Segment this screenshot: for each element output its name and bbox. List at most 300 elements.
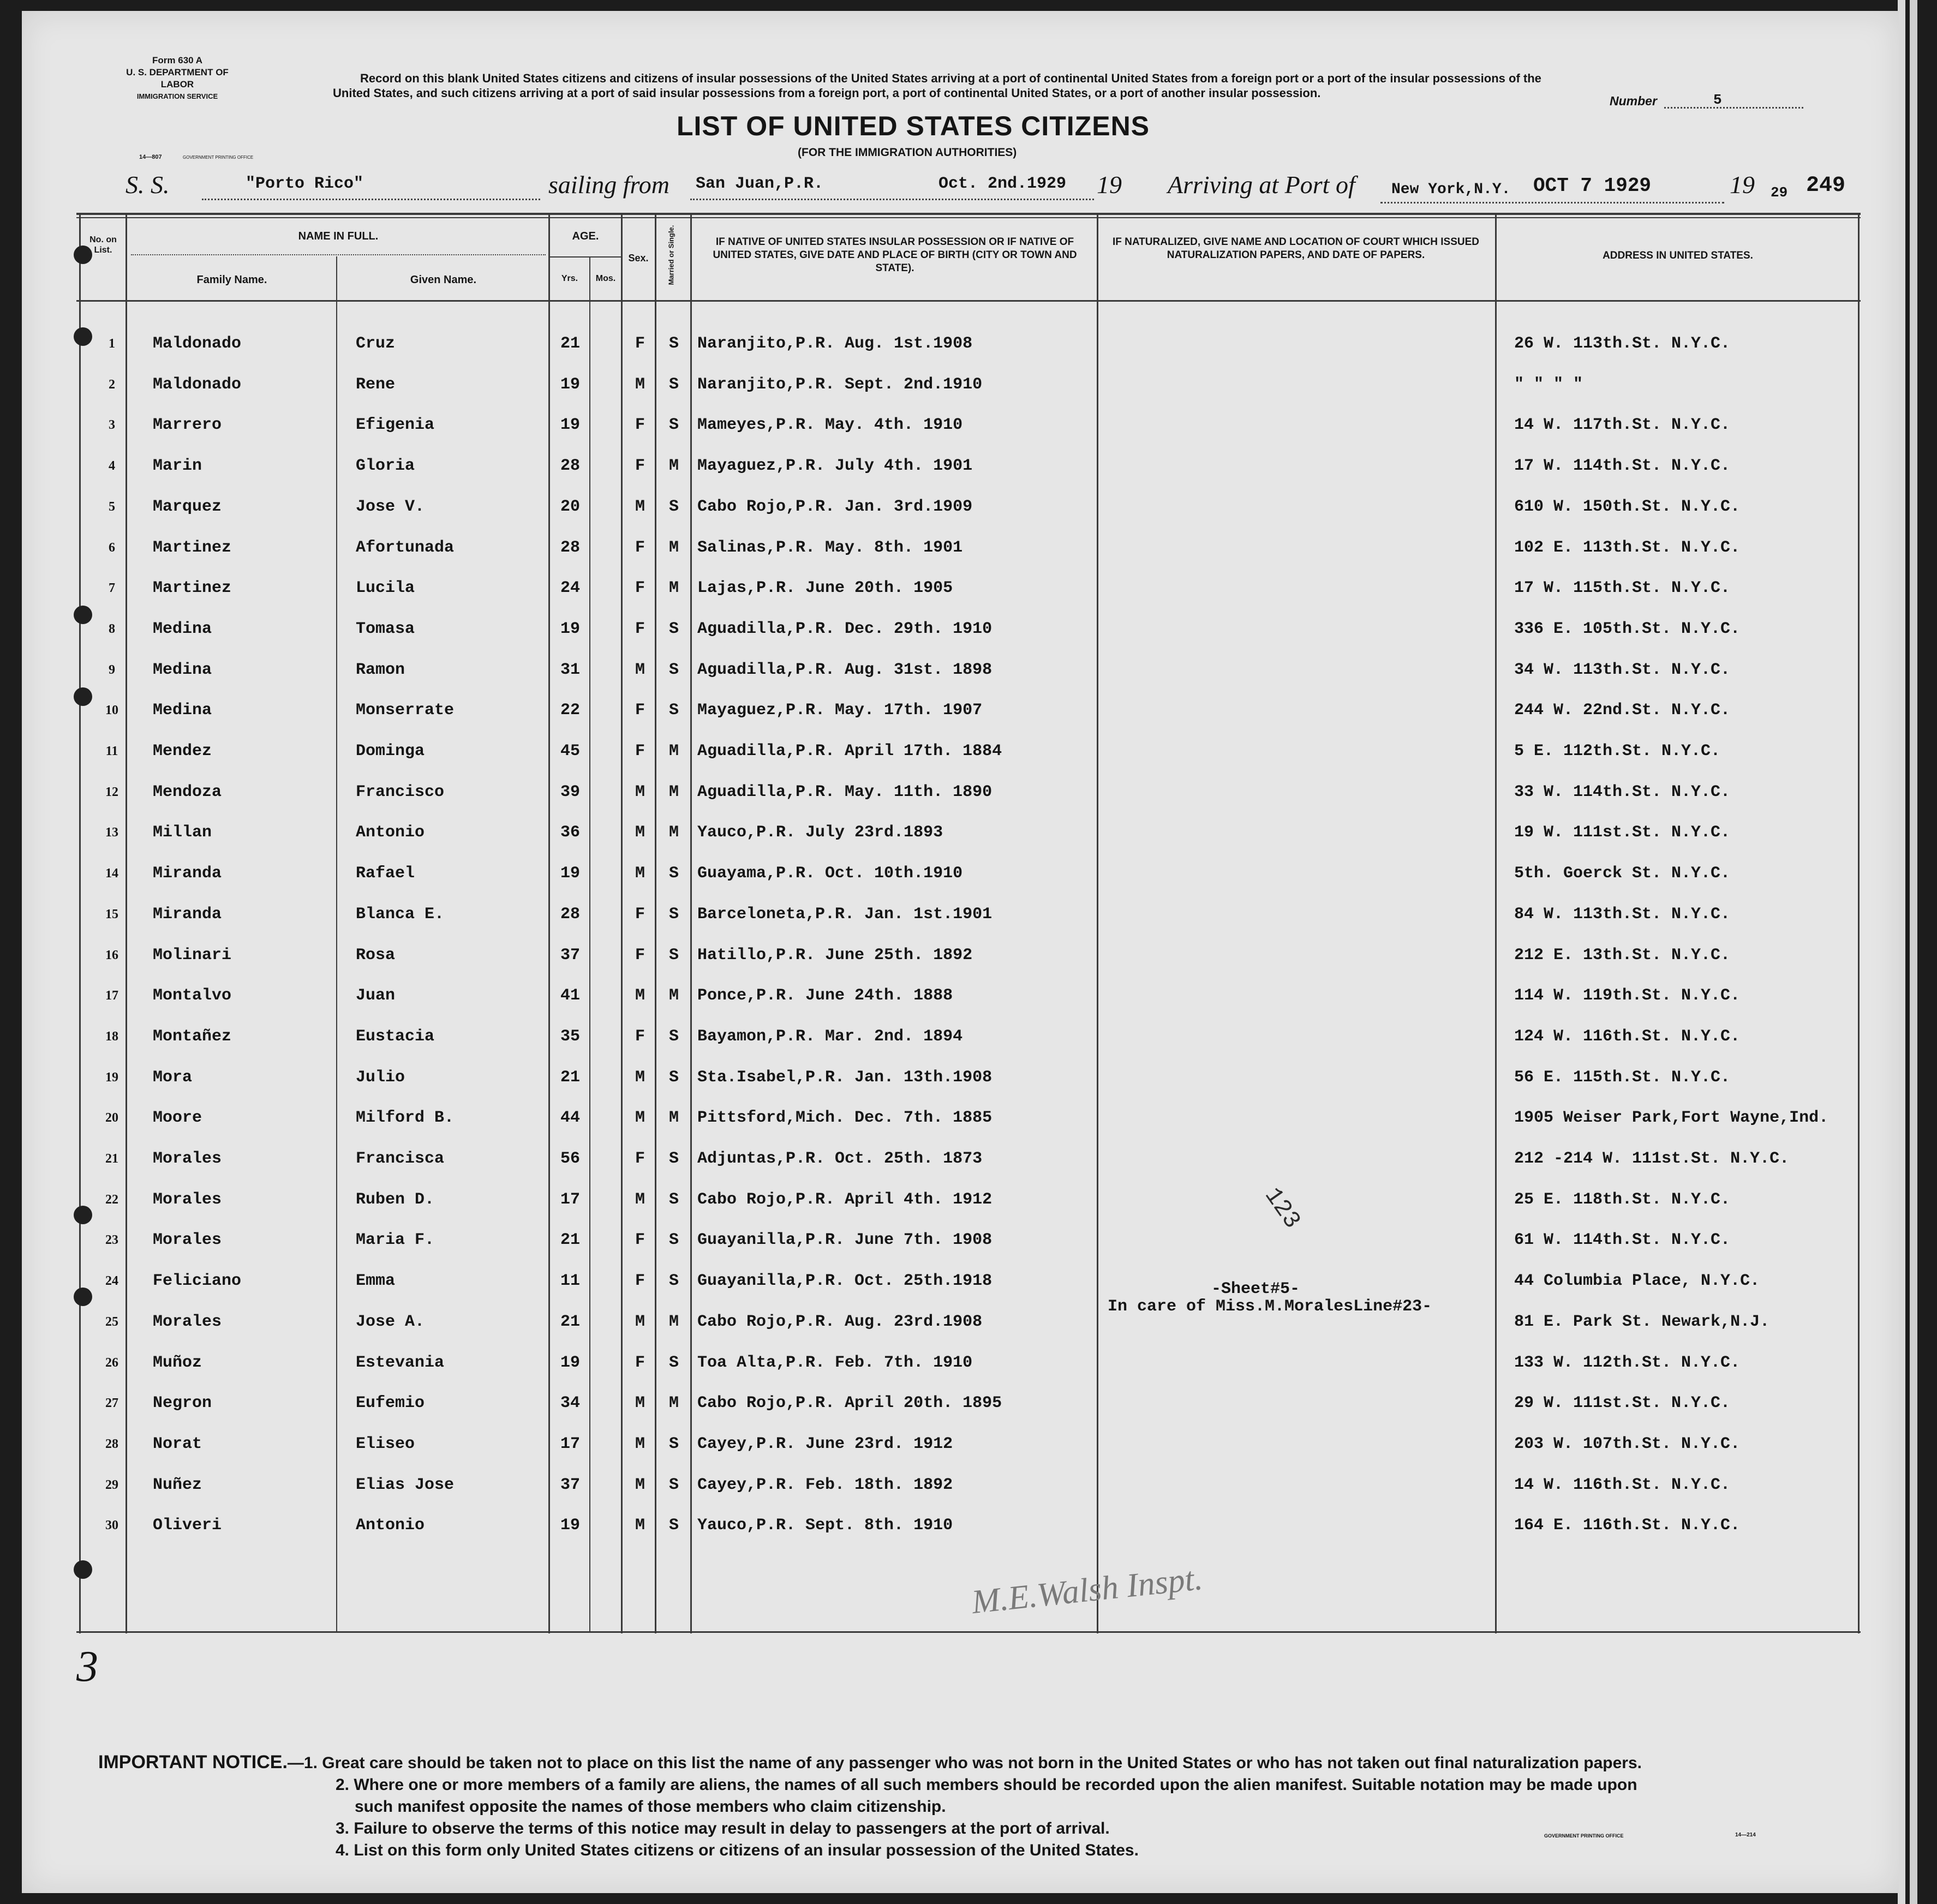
family-name-cell: Maldonado — [153, 334, 242, 353]
birthplace-cell: Aguadilla,P.R. April 17th. 1884 — [697, 742, 1002, 761]
address-cell: 336 E. 105th.St. N.Y.C. — [1514, 619, 1741, 638]
age-cell: 44 — [560, 1109, 580, 1128]
given-name-cell: Estevania — [356, 1353, 445, 1372]
notice-item-1: —1. Great care should be taken not to place on this list the name of any passenger who was not born in the United States or who has not taken out final naturalization papers. — [287, 1754, 1642, 1772]
row-number-cell: 5 — [109, 499, 115, 514]
family-name-cell: Marquez — [153, 497, 222, 516]
sailing-date: Oct. 2nd.1929 — [938, 175, 1067, 193]
marital-status-cell: S — [668, 701, 679, 720]
birthplace-cell: Guayama,P.R. Oct. 10th.1910 — [697, 864, 963, 883]
sex-cell: M — [635, 1109, 645, 1128]
given-name-cell: Juan — [356, 986, 396, 1005]
family-name-cell: Miranda — [153, 864, 222, 883]
age-cell: 28 — [560, 457, 580, 476]
given-name-cell: Julio — [356, 1068, 405, 1087]
birthplace-cell: Cabo Rojo,P.R. Jan. 3rd.1909 — [697, 497, 973, 516]
family-name-cell: Martinez — [153, 579, 232, 598]
table-row — [22, 651, 1899, 691]
given-name-cell: Jose A. — [356, 1312, 425, 1331]
age-cell: 31 — [560, 660, 580, 679]
age-cell: 19 — [560, 619, 580, 638]
row-number-cell: 3 — [109, 418, 115, 433]
sex-cell: F — [635, 1149, 645, 1168]
family-name-cell: Morales — [153, 1149, 222, 1168]
family-name-cell: Feliciano — [153, 1272, 242, 1291]
row-number-cell: 1 — [109, 337, 115, 351]
marital-status-cell: M — [668, 1109, 679, 1128]
family-name-cell: Medina — [153, 619, 212, 638]
sex-cell: M — [635, 375, 645, 394]
sex-cell: F — [635, 742, 645, 761]
sex-cell: F — [635, 538, 645, 557]
row-number-cell: 29 — [105, 1477, 118, 1492]
given-name-cell: Rosa — [356, 945, 396, 965]
given-name-cell: Ruben D. — [356, 1190, 435, 1209]
print-code: 14—807 — [139, 154, 162, 160]
row-number-cell: 16 — [105, 948, 118, 962]
given-name-cell: Jose V. — [356, 497, 425, 516]
sex-cell: M — [635, 1312, 645, 1331]
address-cell: 34 W. 113th.St. N.Y.C. — [1514, 660, 1731, 679]
instruction-text: Record on this blank United States citizens and citizens of insular possessions of the United States arriving at a port of continental United States from a foreign port or a port of the insular possessions of the United States, and such citizens arriving at a port of said insular possessions from a foreign port, a port of continental United States, or a port of another insular possession. — [333, 71, 1541, 100]
table-row — [22, 569, 1899, 609]
table-row — [22, 936, 1899, 977]
address-cell: 133 W. 112th.St. N.Y.C. — [1514, 1353, 1741, 1372]
address-cell: " " " " — [1514, 375, 1583, 394]
notice-heading: IMPORTANT NOTICE. — [98, 1752, 288, 1773]
col-age: AGE. — [572, 230, 599, 242]
birthplace-cell: Adjuntas,P.R. Oct. 25th. 1873 — [697, 1149, 983, 1168]
marital-status-cell: S — [668, 1272, 679, 1291]
col-name-in-full: NAME IN FULL. — [298, 230, 379, 242]
birthplace-cell: Aguadilla,P.R. May. 11th. 1890 — [697, 782, 993, 801]
marital-status-cell: M — [668, 579, 679, 598]
family-name-cell: Oliveri — [153, 1516, 222, 1535]
marital-status-cell: M — [668, 538, 679, 557]
marital-status-cell: M — [668, 986, 679, 1005]
family-name-cell: Molinari — [153, 945, 232, 965]
marital-status-cell: S — [668, 1190, 679, 1209]
age-cell: 17 — [560, 1434, 580, 1453]
table-row — [22, 1140, 1899, 1180]
age-cell: 24 — [560, 579, 580, 598]
birthplace-cell: Guayanilla,P.R. Oct. 25th.1918 — [697, 1272, 993, 1291]
age-cell: 37 — [560, 1475, 580, 1494]
row-number-cell: 14 — [105, 866, 118, 881]
birthplace-cell: Mayaguez,P.R. July 4th. 1901 — [697, 457, 973, 476]
row-number-cell: 30 — [105, 1518, 118, 1533]
age-cell: 39 — [560, 782, 580, 801]
family-name-cell: Montalvo — [153, 986, 232, 1005]
birthplace-cell: Sta.Isabel,P.R. Jan. 13th.1908 — [697, 1068, 993, 1087]
birthplace-cell: Mayaguez,P.R. May. 17th. 1907 — [697, 701, 983, 720]
given-name-cell: Ramon — [356, 660, 405, 679]
marital-status-cell: S — [668, 1475, 679, 1494]
row-number-cell: 2 — [109, 377, 115, 392]
table-row — [22, 977, 1899, 1017]
address-cell: 56 E. 115th.St. N.Y.C. — [1514, 1068, 1731, 1087]
age-cell: 21 — [560, 1312, 580, 1331]
birthplace-cell: Hatillo,P.R. June 25th. 1892 — [697, 945, 973, 965]
age-cell: 19 — [560, 864, 580, 883]
sex-cell: F — [635, 1353, 645, 1372]
birthplace-cell: Naranjito,P.R. Aug. 1st.1908 — [697, 334, 973, 353]
marital-status-cell: S — [668, 497, 679, 516]
arriving-label: Arriving at Port of — [1168, 171, 1355, 199]
col-married: Married or Single. — [667, 225, 675, 285]
sex-cell: M — [635, 823, 645, 842]
address-cell: 84 W. 113th.St. N.Y.C. — [1514, 905, 1731, 924]
marital-status-cell: S — [668, 1434, 679, 1453]
birthplace-cell: Ponce,P.R. June 24th. 1888 — [697, 986, 953, 1005]
ship-name: "Porto Rico" — [246, 175, 364, 193]
birthplace-cell: Yauco,P.R. Sept. 8th. 1910 — [697, 1516, 953, 1535]
address-cell: 61 W. 114th.St. N.Y.C. — [1514, 1231, 1731, 1250]
table-row — [22, 732, 1899, 773]
marital-status-cell: S — [668, 334, 679, 353]
sex-cell: M — [635, 986, 645, 1005]
table-row — [22, 1017, 1899, 1058]
sex-cell: F — [635, 945, 645, 965]
age-cell: 21 — [560, 1068, 580, 1087]
row-number-cell: 28 — [105, 1436, 118, 1451]
punch-hole — [74, 606, 92, 624]
sex-cell: F — [635, 1027, 645, 1046]
birthplace-cell: Mameyes,P.R. May. 4th. 1910 — [697, 416, 963, 435]
punch-hole — [74, 327, 92, 346]
age-cell: 34 — [560, 1394, 580, 1413]
table-row — [22, 1506, 1899, 1547]
address-cell: 244 W. 22nd.St. N.Y.C. — [1514, 701, 1731, 720]
family-name-cell: Mora — [153, 1068, 193, 1087]
given-name-cell: Milford B. — [356, 1109, 455, 1128]
form-identifier — [117, 55, 237, 103]
inspector-signature: M.E.Walsh Inspt. — [970, 1559, 1205, 1621]
birthplace-cell: Lajas,P.R. June 20th. 1905 — [697, 579, 953, 598]
marital-status-cell: M — [668, 742, 679, 761]
address-cell: 14 W. 117th.St. N.Y.C. — [1514, 416, 1731, 435]
given-name-cell: Rene — [356, 375, 396, 394]
table-row — [22, 1262, 1899, 1302]
table-row — [22, 1058, 1899, 1099]
age-cell: 36 — [560, 823, 580, 842]
given-name-cell: Francisca — [356, 1149, 445, 1168]
table-row — [22, 1344, 1899, 1384]
sex-cell: F — [635, 701, 645, 720]
given-name-cell: Afortunada — [356, 538, 455, 557]
table-row — [22, 1303, 1899, 1343]
address-cell: 25 E. 118th.St. N.Y.C. — [1514, 1190, 1731, 1209]
address-cell: 29 W. 111st.St. N.Y.C. — [1514, 1394, 1731, 1413]
birthplace-cell: Yauco,P.R. July 23rd.1893 — [697, 823, 943, 842]
age-cell: 45 — [560, 742, 580, 761]
given-name-cell: Elias Jose — [356, 1475, 455, 1494]
family-name-cell: Montañez — [153, 1027, 232, 1046]
birthplace-cell: Aguadilla,P.R. Aug. 31st. 1898 — [697, 660, 993, 679]
year-value: 29 — [1771, 184, 1788, 201]
sex-cell: F — [635, 1272, 645, 1291]
birthplace-cell: Barceloneta,P.R. Jan. 1st.1901 — [697, 905, 993, 924]
sex-cell: M — [635, 660, 645, 679]
row-number-cell: 27 — [105, 1396, 118, 1411]
given-name-cell: Cruz — [356, 334, 396, 353]
given-name-cell: Emma — [356, 1272, 396, 1291]
family-name-cell: Morales — [153, 1231, 222, 1250]
marital-status-cell: M — [668, 1312, 679, 1331]
sex-cell: M — [635, 1475, 645, 1494]
marital-status-cell: S — [668, 375, 679, 394]
age-cell: 56 — [560, 1149, 580, 1168]
punch-hole — [74, 1560, 92, 1579]
row-number-cell: 8 — [109, 621, 115, 636]
marital-status-cell: S — [668, 1149, 679, 1168]
table-row — [22, 854, 1899, 895]
table-row — [22, 406, 1899, 446]
birthplace-cell: Cayey,P.R. Feb. 18th. 1892 — [697, 1475, 953, 1494]
department-name: U. S. DEPARTMENT OF LABOR — [126, 67, 229, 89]
table-row — [22, 1384, 1899, 1424]
family-name-cell: Medina — [153, 701, 212, 720]
manifest-page — [22, 11, 1899, 1893]
age-cell: 19 — [560, 416, 580, 435]
sex-cell: F — [635, 619, 645, 638]
family-name-cell: Medina — [153, 660, 212, 679]
given-name-cell: Dominga — [356, 742, 425, 761]
table-row — [22, 1466, 1899, 1506]
marital-status-cell: S — [668, 1231, 679, 1250]
address-cell: 17 W. 115th.St. N.Y.C. — [1514, 579, 1731, 598]
birthplace-cell: Guayanilla,P.R. June 7th. 1908 — [697, 1231, 993, 1250]
footer-code: 14—214 — [1735, 1832, 1756, 1838]
table-row — [22, 773, 1899, 813]
row-number-cell: 20 — [105, 1111, 118, 1125]
page-title: LIST OF UNITED STATES CITIZENS — [677, 111, 1150, 141]
family-name-cell: Nuñez — [153, 1475, 202, 1494]
sailing-port: San Juan,P.R. — [696, 175, 824, 193]
address-cell: 124 W. 116th.St. N.Y.C. — [1514, 1027, 1741, 1046]
age-cell: 41 — [560, 986, 580, 1005]
row-number-cell: 9 — [109, 662, 115, 677]
family-name-cell: Morales — [153, 1312, 222, 1331]
address-cell: 203 W. 107th.St. N.Y.C. — [1514, 1434, 1741, 1453]
col-naturalized: IF NATURALIZED, GIVE NAME AND LOCATION OF COURT WHICH ISSUED NATURALIZATION PAPERS, AND DATE OF PAPERS. — [1112, 236, 1479, 261]
age-cell: 19 — [560, 375, 580, 394]
ss-label: S. S. — [125, 171, 170, 199]
row-number-cell: 13 — [105, 825, 118, 840]
given-name-cell: Lucila — [356, 579, 415, 598]
notice-item-2b: such manifest opposite the names of those members who claim citizenship. — [355, 1798, 946, 1816]
punch-hole — [74, 687, 92, 706]
birthplace-cell: Bayamon,P.R. Mar. 2nd. 1894 — [697, 1027, 963, 1046]
family-name-cell: Mendoza — [153, 782, 222, 801]
marital-status-cell: S — [668, 1516, 679, 1535]
row-number-cell: 11 — [105, 744, 118, 758]
address-cell: 164 E. 116th.St. N.Y.C. — [1514, 1516, 1741, 1535]
birthplace-cell: Toa Alta,P.R. Feb. 7th. 1910 — [697, 1353, 973, 1372]
address-cell: 33 W. 114th.St. N.Y.C. — [1514, 782, 1731, 801]
family-name-cell: Marrero — [153, 416, 222, 435]
family-name-cell: Moore — [153, 1109, 202, 1128]
birthplace-cell: Naranjito,P.R. Sept. 2nd.1910 — [697, 375, 983, 394]
marital-status-cell: M — [668, 457, 679, 476]
family-name-cell: Muñoz — [153, 1353, 202, 1372]
punch-hole — [74, 1288, 92, 1306]
row-number-cell: 25 — [105, 1314, 118, 1329]
family-name-cell: Marin — [153, 457, 202, 476]
marital-status-cell: S — [668, 416, 679, 435]
age-cell: 28 — [560, 905, 580, 924]
table-row — [22, 325, 1899, 365]
family-name-cell: Martinez — [153, 538, 232, 557]
age-cell: 20 — [560, 497, 580, 516]
marital-status-cell: S — [668, 1027, 679, 1046]
given-name-cell: Eufemio — [356, 1394, 425, 1413]
row-number-cell: 21 — [105, 1152, 118, 1166]
address-cell: 5th. Goerck St. N.Y.C. — [1514, 864, 1731, 883]
address-cell: 81 E. Park St. Newark,N.J. — [1514, 1312, 1770, 1331]
year-label: 19 — [1097, 171, 1122, 199]
row-number-cell: 6 — [109, 540, 115, 555]
age-cell: 37 — [560, 945, 580, 965]
marital-status-cell: M — [668, 782, 679, 801]
given-name-cell: Antonio — [356, 1516, 425, 1535]
address-cell: 17 W. 114th.St. N.Y.C. — [1514, 457, 1731, 476]
birthplace-cell: Cabo Rojo,P.R. April 20th. 1895 — [697, 1394, 1002, 1413]
row-number-cell: 24 — [105, 1274, 118, 1289]
given-name-cell: Efigenia — [356, 416, 435, 435]
manifest-rows — [22, 325, 1899, 1634]
age-cell: 17 — [560, 1190, 580, 1209]
sex-cell: M — [635, 782, 645, 801]
row-number-cell: 15 — [105, 907, 118, 921]
given-name-cell: Eustacia — [356, 1027, 435, 1046]
form-number: Form 630 A — [152, 55, 202, 65]
next-page-edge — [1898, 0, 1905, 1904]
address-cell: 102 E. 113th.St. N.Y.C. — [1514, 538, 1741, 557]
arriving-port: New York,N.Y. — [1391, 181, 1511, 198]
marital-status-cell: S — [668, 660, 679, 679]
sex-cell: F — [635, 579, 645, 598]
notice-line-1 — [98, 1751, 1844, 1774]
age-cell: 35 — [560, 1027, 580, 1046]
sex-cell: M — [635, 1190, 645, 1209]
given-name-cell: Blanca E. — [356, 905, 445, 924]
number-label: Number — [1610, 94, 1657, 108]
given-name-cell: Tomasa — [356, 619, 415, 638]
address-cell: 5 E. 112th.St. N.Y.C. — [1514, 742, 1721, 761]
page-number: 249 — [1806, 173, 1846, 198]
arrival-stamp: OCT 7 1929 — [1533, 175, 1652, 197]
table-row — [22, 447, 1899, 487]
sex-cell: F — [635, 905, 645, 924]
address-cell: 212 -214 W. 111st.St. N.Y.C. — [1514, 1149, 1790, 1168]
family-name-cell: Morales — [153, 1190, 222, 1209]
notice-item-2: 2. Where one or more members of a family are aliens, the names of all such members should be recorded upon the alien manifest. Suitable notation may be made upon — [336, 1776, 1637, 1794]
table-row — [22, 1099, 1899, 1139]
table-row — [22, 1221, 1899, 1261]
age-cell: 19 — [560, 1353, 580, 1372]
col-given-name: Given Name. — [410, 274, 477, 286]
given-name-cell: Rafael — [356, 864, 415, 883]
sailing-from-label: sailing from — [548, 171, 669, 199]
row-number-cell: 22 — [105, 1192, 118, 1207]
sex-cell: M — [635, 1516, 645, 1535]
marital-status-cell: S — [668, 619, 679, 638]
address-cell: 26 W. 113th.St. N.Y.C. — [1514, 334, 1731, 353]
marital-status-cell: S — [668, 945, 679, 965]
col-sex: Sex. — [628, 253, 649, 264]
table-row — [22, 691, 1899, 732]
marital-status-cell: S — [668, 1068, 679, 1087]
sex-cell: F — [635, 416, 645, 435]
birthplace-cell: Aguadilla,P.R. Dec. 29th. 1910 — [697, 619, 993, 638]
row-number-cell: 23 — [105, 1233, 118, 1248]
sex-cell: M — [635, 497, 645, 516]
sex-cell: F — [635, 457, 645, 476]
sex-cell: M — [635, 1394, 645, 1413]
table-row — [22, 366, 1899, 406]
notice-item-4: 4. List on this form only United States citizens or citizens of an insular possession of the United States. — [336, 1841, 1139, 1859]
notice-item-3: 3. Failure to observe the terms of this notice may result in delay to passengers at the port of arrival. — [336, 1819, 1110, 1837]
age-cell: 19 — [560, 1516, 580, 1535]
age-cell: 21 — [560, 334, 580, 353]
row-number-cell: 19 — [105, 1070, 118, 1085]
table-row — [22, 529, 1899, 569]
row-number-cell: 26 — [105, 1355, 118, 1370]
given-name-cell: Monserrate — [356, 701, 455, 720]
col-address: ADDRESS IN UNITED STATES. — [1603, 250, 1753, 261]
next-page-edge — [1910, 0, 1917, 1904]
row-number-cell: 4 — [109, 459, 115, 474]
family-name-cell: Miranda — [153, 905, 222, 924]
col-yrs: Yrs. — [561, 274, 578, 283]
marital-status-cell: S — [668, 905, 679, 924]
marital-status-cell: M — [668, 1394, 679, 1413]
row-number-cell: 7 — [109, 581, 115, 596]
care-note: In care of Miss.M.MoralesLine#23- — [1108, 1297, 1432, 1316]
address-cell: 610 W. 150th.St. N.Y.C. — [1514, 497, 1741, 516]
birthplace-cell: Pittsford,Mich. Dec. 7th. 1885 — [697, 1109, 993, 1128]
family-name-cell: Millan — [153, 823, 212, 842]
table-row — [22, 1425, 1899, 1465]
year-label-2: 19 — [1730, 171, 1755, 199]
sex-cell: M — [635, 1434, 645, 1453]
family-name-cell: Mendez — [153, 742, 212, 761]
age-cell: 21 — [560, 1231, 580, 1250]
given-name-cell: Eliseo — [356, 1434, 415, 1453]
age-cell: 22 — [560, 701, 580, 720]
family-name-cell: Negron — [153, 1394, 212, 1413]
punch-hole — [74, 1206, 92, 1224]
address-cell: 14 W. 116th.St. N.Y.C. — [1514, 1475, 1731, 1494]
address-cell: 212 E. 13th.St. N.Y.C. — [1514, 945, 1731, 965]
address-cell: 1905 Weiser Park,Fort Wayne,Ind. — [1514, 1109, 1829, 1128]
handwritten-number: 123 — [1258, 1183, 1306, 1234]
corner-mark: 3 — [76, 1643, 98, 1691]
birthplace-cell: Cabo Rojo,P.R. April 4th. 1912 — [697, 1190, 993, 1209]
table-row — [22, 813, 1899, 854]
row-number-cell: 12 — [105, 785, 118, 799]
table-row — [22, 610, 1899, 650]
given-name-cell: Maria F. — [356, 1231, 435, 1250]
row-number-cell: 10 — [105, 703, 118, 718]
number-value: 5 — [1713, 92, 1722, 108]
marital-status-cell: S — [668, 1353, 679, 1372]
family-name-cell: Norat — [153, 1434, 202, 1453]
address-cell: 19 W. 111st.St. N.Y.C. — [1514, 823, 1731, 842]
row-number-cell: 17 — [105, 989, 118, 1003]
age-cell: 28 — [560, 538, 580, 557]
